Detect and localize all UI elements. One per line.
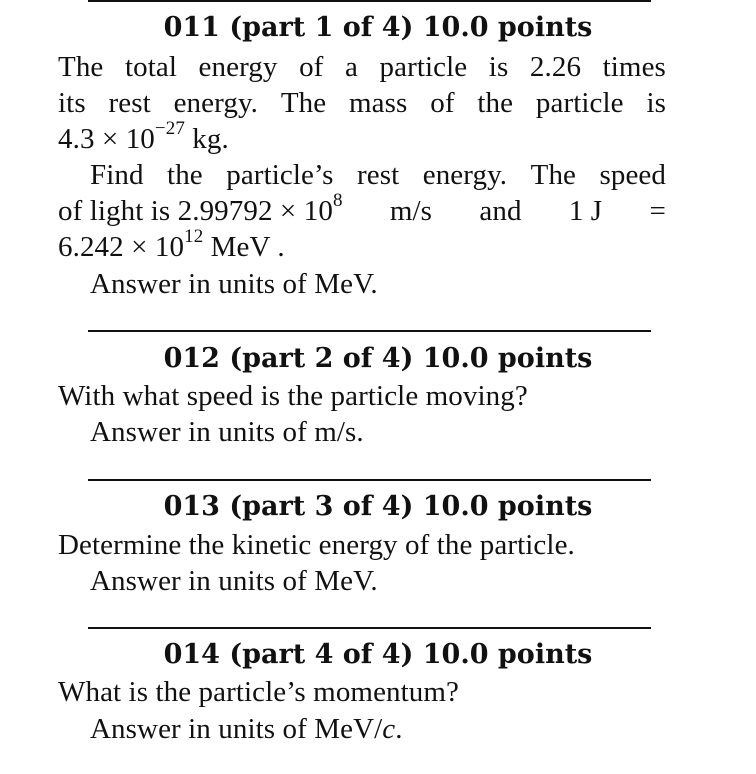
word: 2.26	[529, 51, 582, 83]
word: mass	[349, 87, 408, 119]
word: particle	[535, 87, 624, 119]
word: the	[477, 87, 514, 119]
speed-of-light-line	[58, 190, 666, 229]
word: is	[646, 87, 666, 119]
word: total	[124, 51, 177, 83]
mass-exponent: −27	[154, 118, 185, 140]
word: of	[299, 51, 324, 83]
problem-4-answer-units	[90, 711, 403, 747]
divider-4	[88, 627, 651, 629]
word: of	[430, 87, 455, 119]
problem-4-question: What is the particle’s momentum?	[58, 676, 460, 708]
joule-mev-conversion	[58, 226, 666, 265]
problem-3-answer-units: Answer in units of MeV.	[90, 565, 378, 597]
problem-1-answer-units: Answer in units of MeV.	[90, 268, 378, 300]
word: is	[488, 51, 509, 83]
problem-1-heading: 011 (part 1 of 4) 10.0 points	[163, 12, 593, 43]
word: times	[602, 51, 666, 83]
problem-3-question: Determine the kinetic energy of the particle.	[58, 529, 575, 561]
word: The	[530, 159, 577, 191]
conversion-unit: MeV .	[203, 231, 285, 263]
conversion-exponent: 12	[184, 226, 204, 248]
word: rest	[356, 159, 400, 191]
word: a	[344, 51, 358, 83]
conversion-mantissa: 6.242 × 10	[58, 231, 185, 263]
mass-mantissa: 4.3 × 10	[58, 123, 155, 155]
speed-of-light-value	[58, 190, 343, 229]
answer-unit-prefix: Answer in units of MeV/	[90, 713, 383, 745]
word: speed	[599, 159, 666, 191]
word: m/s	[389, 195, 433, 227]
problem-2-question: With what speed is the particle moving?	[58, 380, 528, 412]
speed-of-light-mantissa: of light is 2.99792 × 10	[58, 195, 333, 227]
word: energy.	[173, 87, 259, 119]
problem-2-heading: 012 (part 2 of 4) 10.0 points	[163, 343, 593, 374]
word: energy.	[422, 159, 508, 191]
answer-unit-period: .	[395, 713, 403, 745]
problem-4-heading: 014 (part 4 of 4) 10.0 points	[163, 639, 593, 670]
top-divider	[88, 0, 651, 2]
problem-3-heading: 013 (part 3 of 4) 10.0 points	[163, 491, 593, 522]
problem-1-line-2	[58, 85, 666, 121]
word: 1 J	[568, 195, 603, 227]
word: the	[167, 159, 203, 191]
word: rest	[108, 87, 151, 119]
word: The	[58, 51, 104, 83]
word: The	[280, 87, 327, 119]
word: and	[479, 195, 522, 227]
word: particle	[379, 51, 468, 83]
word: energy	[198, 51, 278, 83]
speed-of-light-exponent: 8	[332, 190, 343, 212]
word: =	[649, 195, 666, 227]
problem-2-answer-units: Answer in units of m/s.	[90, 416, 364, 448]
problem-1-line-4	[90, 157, 666, 193]
mass-unit: kg.	[184, 123, 229, 155]
divider-2	[88, 330, 651, 332]
divider-3	[88, 479, 651, 481]
word: Find	[90, 159, 144, 191]
word: particle’s	[226, 159, 334, 191]
word: its	[58, 87, 86, 119]
particle-mass	[58, 118, 666, 157]
speed-of-light-symbol: c	[382, 713, 396, 745]
problem-1-line-1	[58, 49, 666, 85]
